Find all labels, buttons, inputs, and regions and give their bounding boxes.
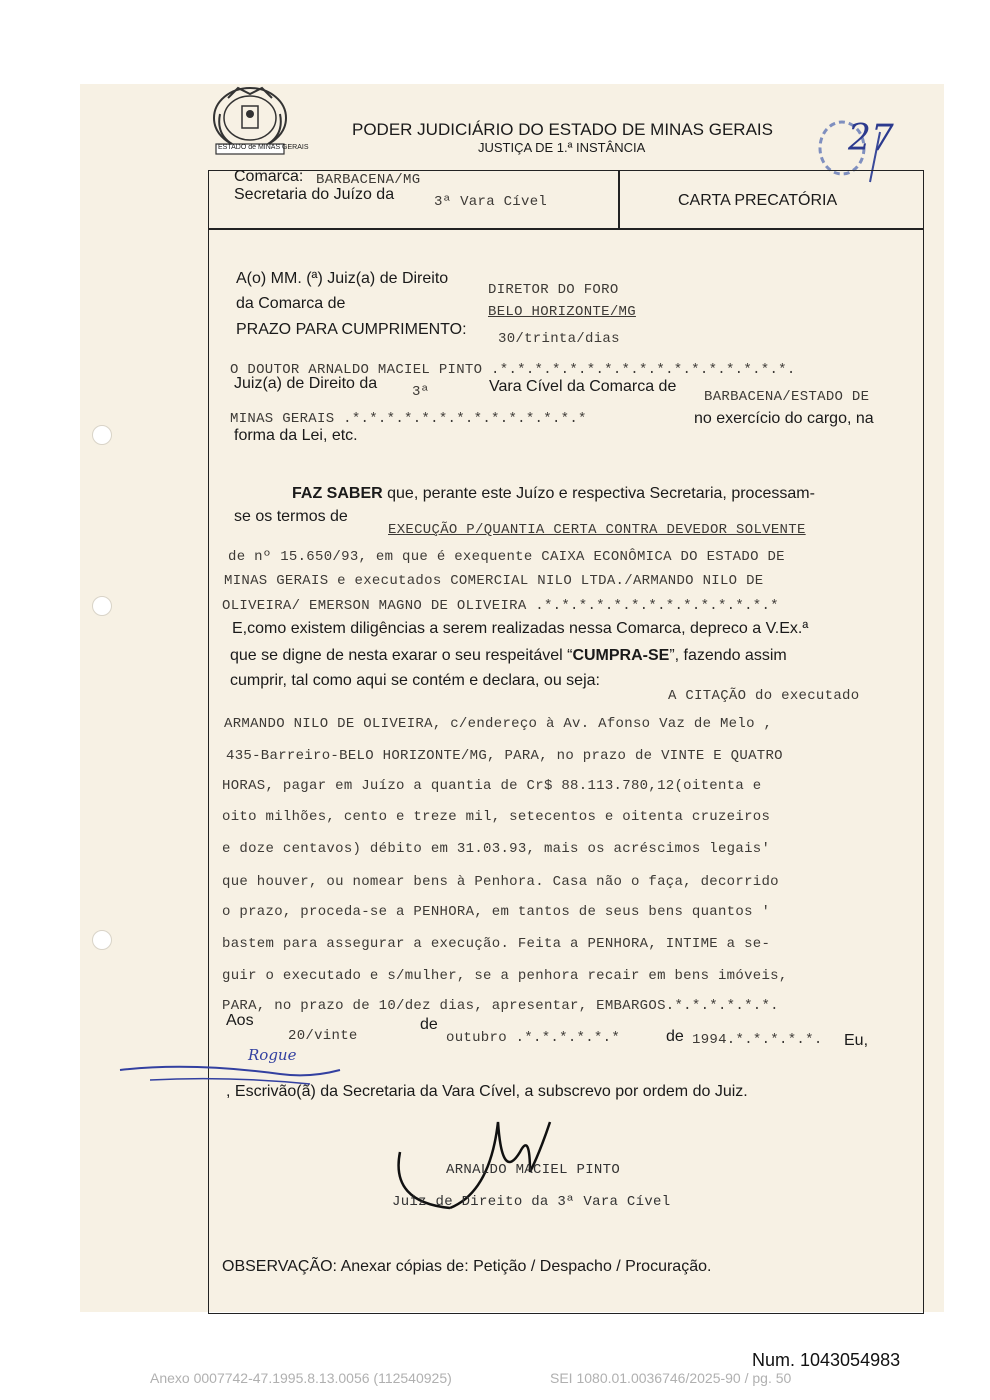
typed-line: MINAS GERAIS e executados COMERCIAL NILO LTDA./ARMANDO NILO DE	[224, 573, 764, 589]
cumpra-se: CUMPRA-SE	[572, 647, 670, 664]
judge-name: ARNALDO MACIEL PINTO	[446, 1162, 621, 1178]
typed-line: ARMANDO NILO DE OLIVEIRA, c/endereço à Av. Afonso Vaz de Melo ,	[224, 716, 773, 732]
judge-value: DIRETOR DO FORO	[488, 282, 619, 298]
observacao-text: Anexar cópias de: Petição / Despacho / Procuração.	[340, 1258, 712, 1275]
document-type: CARTA PRECATÓRIA	[678, 192, 838, 209]
recipient-comarca-value: BELO HORIZONTE/MG	[488, 304, 636, 320]
court-subtitle: JUSTIÇA DE 1.ª INSTÂNCIA	[478, 140, 646, 155]
closing-eu: Eu,	[844, 1032, 869, 1049]
judge-role: Juiz de Direito da 3ª Vara Cível	[392, 1194, 671, 1210]
exercise-text-2: forma da Lei, etc.	[234, 427, 358, 444]
punch-hole	[92, 596, 112, 616]
body-intro-2: se os termos de	[234, 508, 348, 525]
punch-hole	[92, 425, 112, 445]
sender-state-line: MINAS GERAIS .*.*.*.*.*.*.*.*.*.*.*.*.*.*	[230, 411, 587, 427]
typed-line: bastem para assegurar a execução. Feita a PENHORA, INTIME a se-	[222, 936, 771, 952]
closing-de: de	[666, 1028, 684, 1045]
footer-sei: SEI 1080.01.0036746/2025-90 / pg. 50	[550, 1370, 792, 1386]
document-number: Num. 1043054983	[752, 1350, 901, 1370]
typed-line: e doze centavos) débito em 31.03.93, mais os acréscimos legais'	[222, 841, 771, 857]
typed-line: oito milhões, cento e treze mil, setecentos e oitenta cruzeiros	[222, 809, 771, 825]
action-type: EXECUÇÃO P/QUANTIA CERTA CONTRA DEVEDOR SOLVENTE	[388, 522, 806, 538]
prazo-value: 30/trinta/dias	[498, 331, 620, 347]
coat-of-arms-seal	[208, 84, 309, 160]
judge-label: A(o) MM. (ª) Juiz(a) de Direito	[236, 270, 449, 287]
clerk-initials: Rogue	[248, 1046, 297, 1064]
closing-de: de	[420, 1016, 438, 1033]
typed-line: de nº 15.650/93, em que é exequente CAIXA ECONÔMICA DO ESTADO DE	[228, 549, 785, 565]
prazo-label: PRAZO PARA CUMPRIMENTO:	[236, 321, 467, 338]
sender-judge-label: Juiz(a) de Direito da	[234, 375, 378, 392]
typed-line: que houver, ou nomear bens à Penhora. Casa não o faça, decorrido	[222, 874, 779, 890]
recipient-comarca-label: da Comarca de	[236, 295, 346, 312]
observacao-label: OBSERVAÇÃO:	[222, 1258, 337, 1275]
closing-year: 1994.*.*.*.*.*.	[692, 1032, 823, 1048]
printed-line: E,como existem diligências a serem realizadas nessa Comarca, depreco a V.Ex.ª	[232, 620, 809, 637]
observacao-line	[222, 1258, 711, 1276]
sender-vara-value: 3ª	[412, 384, 430, 400]
typed-line: HORAS, pagar em Juízo a quantia de Cr$ 88.113.780,12(oitenta e	[222, 778, 762, 794]
sender-comarca-value: BARBACENA/ESTADO DE	[704, 389, 870, 405]
printed-text: ”, fazendo assim	[669, 647, 787, 664]
sender-vara-label: Vara Cível da Comarca de	[489, 378, 677, 395]
printed-line: cumprir, tal como aqui se contém e declara, ou seja:	[230, 672, 600, 689]
footer-anexo: Anexo 0007742-47.1995.8.13.0056 (112540925)	[150, 1370, 452, 1386]
typed-line: OLIVEIRA/ EMERSON MAGNO DE OLIVEIRA .*.*.*.*.*.*.*.*.*.*.*.*.*.*	[222, 598, 779, 614]
printed-line-cumpra	[230, 647, 787, 665]
seal-label: ESTADO de MINAS GERAIS	[218, 144, 309, 151]
court-title: PODER JUDICIÁRIO DO ESTADO DE MINAS GERAIS	[352, 120, 773, 139]
sender-name-line: O DOUTOR ARNALDO MACIEL PINTO .*.*.*.*.*.*.*.*.*.*.*.*.*.*.*.*.*.	[230, 362, 796, 378]
comarca-value: BARBACENA/MG	[316, 172, 421, 188]
typed-line: o prazo, proceda-se a PENHORA, em tantos de seus bens quantos '	[222, 904, 771, 920]
comarca-label: Comarca:	[234, 168, 304, 185]
typed-line: guir o executado e s/mulher, se a penhora recair em bens imóveis,	[222, 968, 788, 984]
secretaria-value: 3ª Vara Cível	[434, 194, 548, 210]
closing-month: outubro .*.*.*.*.*.*	[446, 1030, 621, 1046]
body-intro: que, perante este Juízo e respectiva Secretaria, processam-	[387, 485, 815, 502]
closing-day: 20/vinte	[288, 1028, 358, 1044]
faz-saber: FAZ SABER	[292, 485, 383, 502]
secretaria-label: Secretaria do Juízo da	[234, 186, 395, 203]
punch-hole	[92, 930, 112, 950]
typed-line: A CITAÇÃO do executado	[668, 688, 860, 704]
escrivao-line: , Escrivão(ã) da Secretaria da Vara Cível, a subscrevo por ordem do Juiz.	[226, 1083, 748, 1100]
typed-line: PARA, no prazo de 10/dez dias, apresentar, EMBARGOS.*.*.*.*.*.*.	[222, 998, 779, 1014]
exercise-text: no exercício do cargo, na	[694, 410, 874, 427]
page-number-stamp: 27	[848, 118, 894, 159]
typed-line: 435-Barreiro-BELO HORIZONTE/MG, PARA, no prazo de VINTE E QUATRO	[226, 748, 783, 764]
closing-aos: Aos	[226, 1012, 254, 1029]
printed-text: que se digne de nesta exarar o seu respeitável “	[230, 647, 573, 664]
body-intro-line	[292, 485, 815, 503]
